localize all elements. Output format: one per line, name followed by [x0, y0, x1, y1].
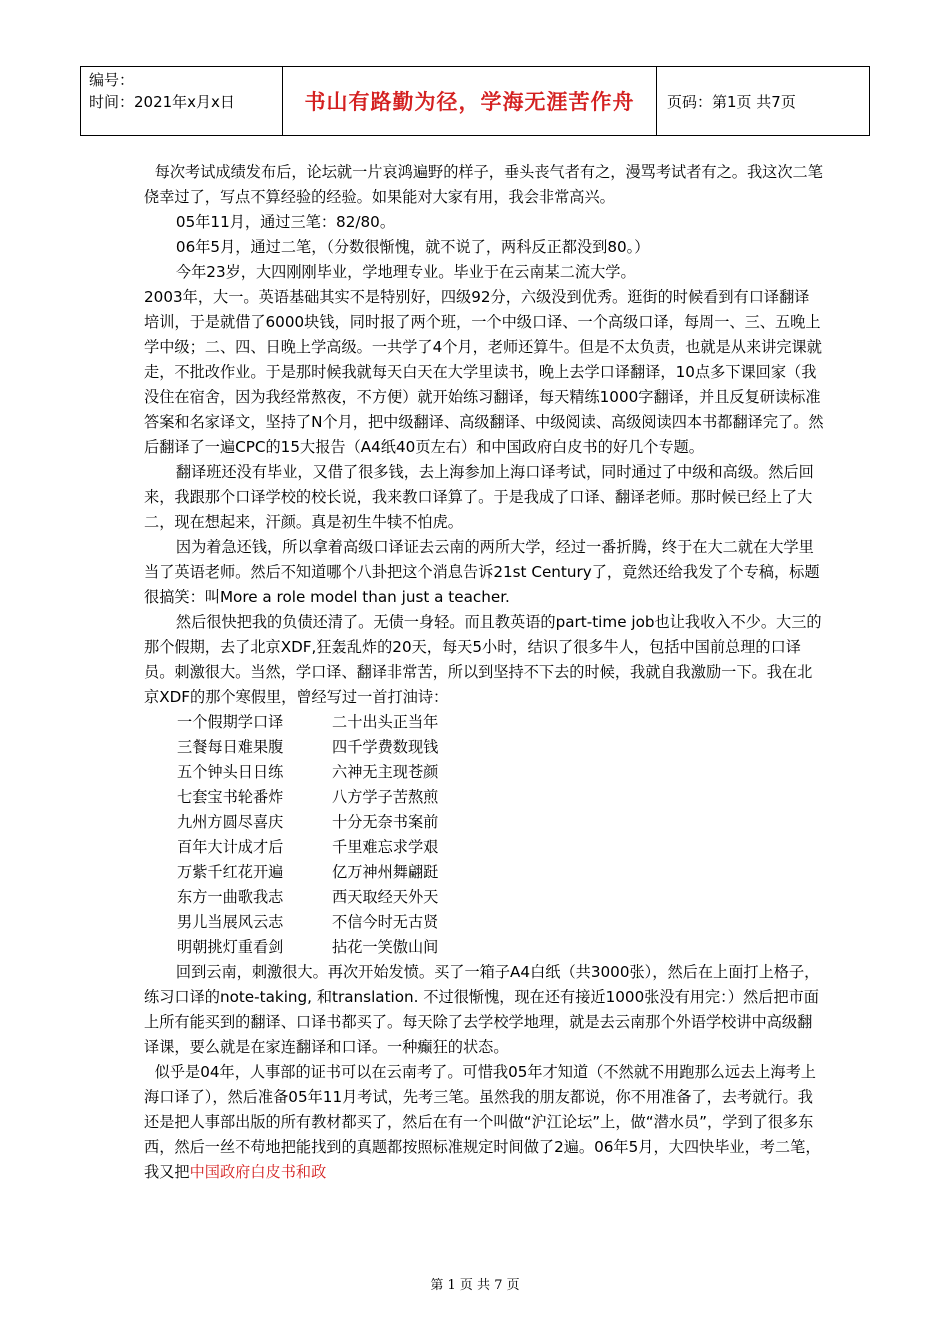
- poem-line: [144, 835, 824, 860]
- poem-left: 东方一曲歌我志: [177, 888, 284, 906]
- poem-right: 拈花一笑傲山间: [332, 938, 439, 956]
- poem-right: 八方学子苦熬煎: [332, 788, 439, 806]
- poem-left: 明朝挑灯重看剑: [177, 938, 284, 956]
- poem-line: [144, 910, 824, 935]
- poem-line: [144, 710, 824, 735]
- poem-right: 不信今时无古贤: [332, 913, 439, 931]
- poem-right: 六神无主现苍颜: [332, 763, 439, 781]
- paragraph-background: 今年23岁，大四刚刚毕业，学地理专业。毕业于在云南某二流大学。: [175, 263, 636, 281]
- paragraph-catti-text: 似乎是04年，人事部的证书可以在云南考了。可惜我05年才知道（不然就不用跑那么远去上海考上海口译了），然后准备05年11月考试，先考三笔。虽然我的朋友都说，你不用准备了，去考就行。我还是把人事部出版的所有教材都买了，然后在有一个叫做“沪江论坛”上，做“潜水员”，学到了很多东西，然后一丝不苟地把能找到的真题都按照标准规定时间做了2遍。06年5月，大四快毕业，考二笔，我又把: [144, 1063, 821, 1181]
- poem-left: 百年大计成才后: [177, 838, 284, 856]
- page-footer: 第 1 页 共 7 页: [430, 1278, 520, 1293]
- poem-line: [144, 735, 824, 760]
- page-header: [80, 66, 870, 136]
- document-body: [144, 160, 824, 1185]
- time-label: 时间：2021年x月x日: [89, 93, 235, 111]
- header-page-info: [657, 67, 869, 135]
- paragraph-result-1: 05年11月，通过三笔：82/80。: [175, 213, 396, 231]
- number-label: 编号：: [89, 71, 135, 89]
- paragraph-2003: 2003年，大一。英语基础其实不是特别好，四级92分，六级没到优秀。逛街的时候看到有口译翻译培训，于是就借了6000块钱，同时报了两个班，一个中级口译、一个高级口译，每周一、三、五晚上学中级；二、四、日晚上学高级。一共学了4个月，老师还算牛。但是不太负责，也就是从来讲完课就走，不批改作业。于是那时候我就每天白天在大学里读书，晚上去学口译翻译，10点多下课回家（我没住在宿舍，因为我经常熬夜，不方便）就开始练习翻译，每天精练1000字翻译，并且反复研读标准答案和名家译文，坚持了N个月，把中级翻译、高级翻译、中级阅读、高级阅读四本书都翻译完了。然后翻译了一遍CPC的15大报告（A4纸40页左右）和中国政府白皮书的好几个专题。: [144, 288, 824, 456]
- poem-left: 一个假期学口译: [177, 713, 284, 731]
- poem-left: 万紫千红花开遍: [177, 863, 284, 881]
- header-motto-cell: [283, 67, 657, 135]
- poem-line: [144, 810, 824, 835]
- poem-left: 五个钟头日日练: [177, 763, 284, 781]
- paragraph-intro: 每次考试成绩发布后，论坛就一片哀鸿遍野的样子，垂头丧气者有之，漫骂考试者有之。我这次二笔侥幸过了，写点不算经验的经验。如果能对大家有用，我会非常高兴。: [144, 163, 823, 206]
- poem-right: 亿万神州舞翩跹: [332, 863, 439, 881]
- poem-left: 男儿当展风云志: [177, 913, 284, 931]
- paragraph-result-2: 06年5月，通过二笔，（分数很惭愧，就不说了，两科反正都没到80。）: [175, 238, 650, 256]
- highlighted-text: 中国政府白皮书和政: [189, 1163, 327, 1181]
- poem-line: [144, 935, 824, 960]
- poem-line: [144, 760, 824, 785]
- poem-line: [144, 885, 824, 910]
- paragraph-teacher: 因为着急还钱，所以拿着高级口译证去云南的两所大学，经过一番折腾，终于在大二就在大学里当了英语老师。然后不知道哪个八卦把这个消息告诉21st Century了，竟然还给我发了个专稿，标题很搞笑：叫More a role model than just a teacher.: [144, 538, 820, 606]
- poem-left: 三餐每日难果腹: [177, 738, 284, 756]
- poem-right: 十分无奈书案前: [332, 813, 439, 831]
- poem-right: 二十出头正当年: [332, 713, 439, 731]
- paragraph-shanghai-exam: 翻译班还没有毕业，又借了很多钱，去上海参加上海口译考试，同时通过了中级和高级。然后回来，我跟那个口译学校的校长说，我来教口译算了。于是我成了口译、翻译老师。那时候已经上了大二，现在想起来，汗颜。真是初生牛犊不怕虎。: [144, 463, 814, 531]
- poem-left: 七套宝书轮番炸: [177, 788, 284, 806]
- paragraph-beijing: 然后很快把我的负债还清了。无债一身轻。而且教英语的part-time job也让我收入不少。大三的那个假期，去了北京XDF,狂轰乱炸的20天，每天5小时，结识了很多牛人，包括中国前总理的口译员。刺激很大。当然，学口译、翻译非常苦，所以到坚持不下去的时候，我就自我激励一下。我在北京XDF的那个寒假里，曾经写过一首打油诗：: [144, 613, 822, 706]
- poem: [144, 710, 824, 960]
- header-motto: 书山有路勤为径，学海无涯苦作舟: [304, 90, 635, 114]
- poem-line: [144, 860, 824, 885]
- poem-left: 九州方圆尽喜庆: [177, 813, 284, 831]
- poem-right: 西天取经天外天: [332, 888, 439, 906]
- header-meta: [81, 67, 283, 135]
- page-info-text: 页码：第1页 共7页: [667, 92, 796, 111]
- poem-right: 四千学费数现钱: [332, 738, 439, 756]
- poem-right: 千里难忘求学艰: [332, 838, 439, 856]
- poem-line: [144, 785, 824, 810]
- paragraph-catti: [144, 1060, 824, 1185]
- paragraph-yunnan: 回到云南，刺激很大。再次开始发愤。买了一箱子A4白纸（共3000张），然后在上面打上格子，练习口译的note-taking, 和translation. 不过很惭愧，现在还有接近1000张没有用完：）然后把市面上所有能买到的翻译、口译书都买了。每天除了去学校学地理，就是去云南那个外语学校讲中高级翻译课，要么就是在家连翻译和口译。一种癫狂的状态。: [144, 963, 820, 1056]
